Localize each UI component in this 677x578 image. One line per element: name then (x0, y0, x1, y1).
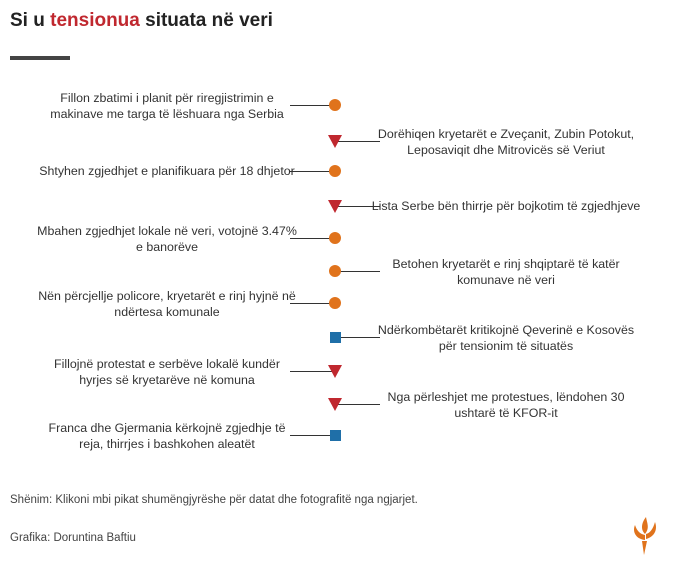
footer-credit: Grafika: Doruntina Baftiu (10, 532, 136, 544)
event-label-line-1: Nga përleshjet me protestues, lëndohen 30 (387, 390, 625, 404)
event-label-line-2: ushtarë të KFOR-it (454, 406, 558, 420)
event-label-line-2: për tensionim të situatës (438, 339, 574, 353)
event-label-line-2: hyrjes së kryetarëve në komuna (79, 373, 255, 387)
event-marker-circle[interactable] (329, 232, 341, 244)
event-marker-square[interactable] (330, 332, 341, 343)
event-label-line-2: ndërtesa komunale (114, 305, 220, 319)
event-label-line-1: Mbahen zgjedhjet lokale në veri, votojnë 3.47% (37, 224, 297, 238)
event-label (7, 288, 327, 320)
event-label-line-1: Shtyhen zgjedhjet e planifikuara për 18 dhjetor (39, 164, 295, 178)
event-label (7, 90, 327, 122)
event-label (346, 389, 666, 421)
event-label (346, 198, 666, 214)
event-label (7, 223, 327, 255)
event-label-line-2: komunave në veri (457, 273, 555, 287)
event-marker-circle[interactable] (329, 297, 341, 309)
event-marker-triangle[interactable] (328, 365, 342, 378)
event-marker-triangle[interactable] (328, 398, 342, 411)
event-label-line-1: Lista Serbe bën thirrje për bojkotim të zgjedhjeve (371, 199, 641, 213)
event-label (346, 256, 666, 288)
event-label (7, 420, 327, 452)
event-label-line-1: Nën përcjellje policore, kryetarët e rinj hyjnë në (38, 289, 296, 303)
footer-note: Shënim: Klikoni mbi pikat shumëngjyrëshe për datat dhe fotografitë nga ngjarjet. (10, 494, 418, 506)
title-prefix: Si u (10, 10, 51, 31)
event-marker-square[interactable] (330, 430, 341, 441)
event-label-line-1: Betohen kryetarët e rinj shqiptarë të katër (392, 257, 620, 271)
event-label-line-2: makinave me targa të lëshuara nga Serbia (50, 107, 284, 121)
event-label-line-2: Leposaviqit dhe Mitrovicës së Veriut (407, 143, 605, 157)
event-marker-circle[interactable] (329, 265, 341, 277)
event-label (7, 356, 327, 388)
rfe-rl-torch-logo-icon (630, 515, 662, 557)
event-label-line-1: Fillon zbatimi i planit për riregjistrimin e (60, 91, 274, 105)
event-label (7, 163, 327, 179)
event-label-line-1: Ndërkombëtarët kritikojnë Qeverinë e Kosovës (377, 323, 635, 337)
event-label (346, 126, 666, 158)
event-label-line-1: Fillojnë protestat e serbëve lokalë kundër (54, 357, 280, 371)
event-label-line-1: Dorëhiqen kryetarët e Zveçanit, Zubin Potokut, (377, 127, 635, 141)
event-label-line-2: e banorëve (135, 240, 198, 254)
event-marker-circle[interactable] (329, 99, 341, 111)
event-label-line-2: reja, thirrjes i bashkohen aleatët (79, 437, 255, 451)
chart-title (10, 10, 273, 32)
title-suffix: situata në veri (139, 10, 273, 31)
event-marker-triangle[interactable] (328, 200, 342, 213)
event-marker-triangle[interactable] (328, 135, 342, 148)
event-label-line-1: Franca dhe Gjermania kërkojnë zgjedhje të (48, 421, 286, 435)
title-highlight: tensionua (50, 10, 140, 31)
event-label (346, 322, 666, 354)
event-marker-circle[interactable] (329, 165, 341, 177)
title-underline (10, 56, 70, 60)
